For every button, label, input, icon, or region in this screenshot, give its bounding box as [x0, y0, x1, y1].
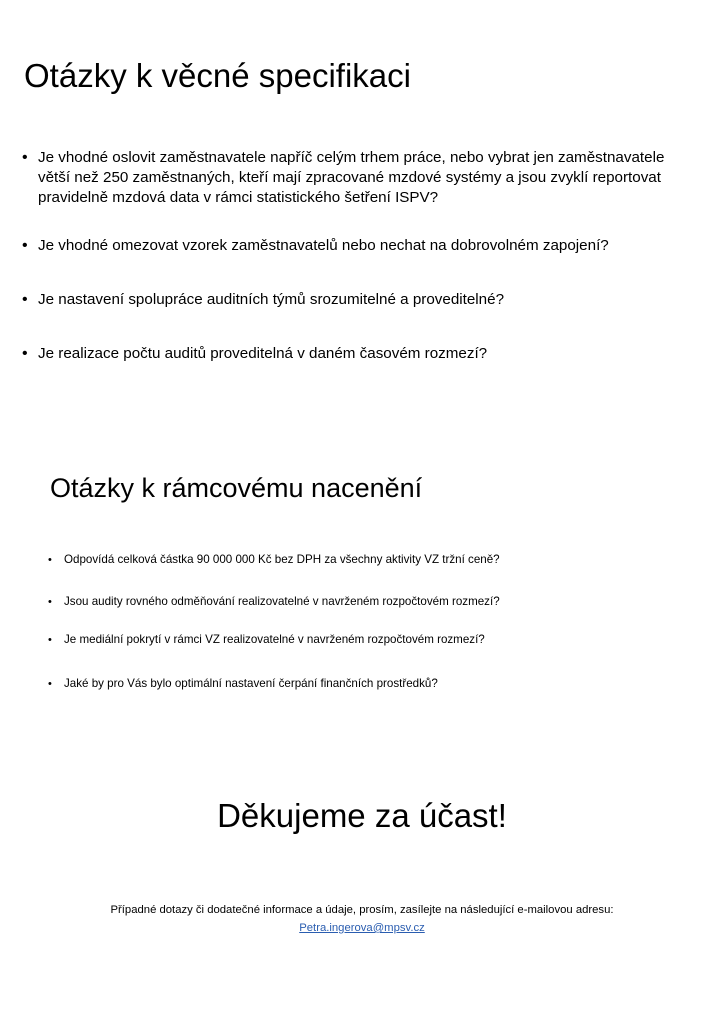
bullet-icon: •	[48, 596, 52, 608]
question-item	[22, 344, 682, 364]
question-item	[22, 290, 682, 310]
bullet-icon: •	[22, 345, 28, 362]
bullet-icon: •	[48, 678, 52, 690]
question-item	[22, 148, 682, 208]
question-text: Odpovídá celková částka 90 000 000 Kč bez DPH za všechny aktivity VZ tržní ceně?	[64, 553, 500, 566]
question-text: Je vhodné oslovit zaměstnavatele napříč celým trhem práce, nebo vybrat jen zaměstnavatele větší než 250 zaměstnaných, kteří mají zpracované mzdové systémy a jsou zvyklí reportovat pravidelně mzdová data v rámci statistického šetření ISPV?	[38, 149, 665, 206]
question-text: Je nastavení spolupráce auditních týmů srozumitelné a proveditelné?	[38, 291, 505, 308]
bullet-icon: •	[48, 554, 52, 566]
thank-you-heading: Děkujeme za účast!	[217, 797, 507, 834]
bullet-icon: •	[22, 237, 28, 254]
question-text: Je mediální pokrytí v rámci VZ realizovatelné v navrženém rozpočtovém rozmezí?	[64, 633, 485, 646]
question-item	[48, 592, 688, 612]
question-text: Je vhodné omezovat vzorek zaměstnavatelů nebo nechat na dobrovolném zapojení?	[38, 237, 609, 254]
question-item	[48, 674, 688, 690]
contact-email-link[interactable]: Petra.ingerova@mpsv.cz	[299, 922, 425, 934]
bullet-icon: •	[22, 291, 28, 308]
question-text: Jsou audity rovného odměňování realizovatelné v navrženém rozpočtovém rozmezí?	[64, 595, 500, 608]
contact-email-line	[0, 920, 724, 936]
question-item	[22, 236, 682, 256]
question-item	[48, 630, 688, 650]
question-text: Jaké by pro Vás bylo optimální nastavení čerpání finančních prostředků?	[64, 677, 438, 690]
question-list-ramcove-naceneni	[48, 550, 688, 690]
section-title-ramcove-naceneni: Otázky k rámcovému nacenění	[50, 473, 423, 503]
section-title-vecna-specifikace: Otázky k věcné specifikaci	[24, 57, 411, 94]
bullet-icon: •	[48, 634, 52, 646]
question-text: Je realizace počtu auditů proveditelná v daném časovém rozmezí?	[38, 345, 488, 362]
question-item	[48, 550, 688, 570]
contact-note: Případné dotazy či dodatečné informace a údaje, prosím, zasílejte na následující e-mailovou adresu:	[110, 904, 614, 916]
bullet-icon: •	[22, 149, 28, 166]
